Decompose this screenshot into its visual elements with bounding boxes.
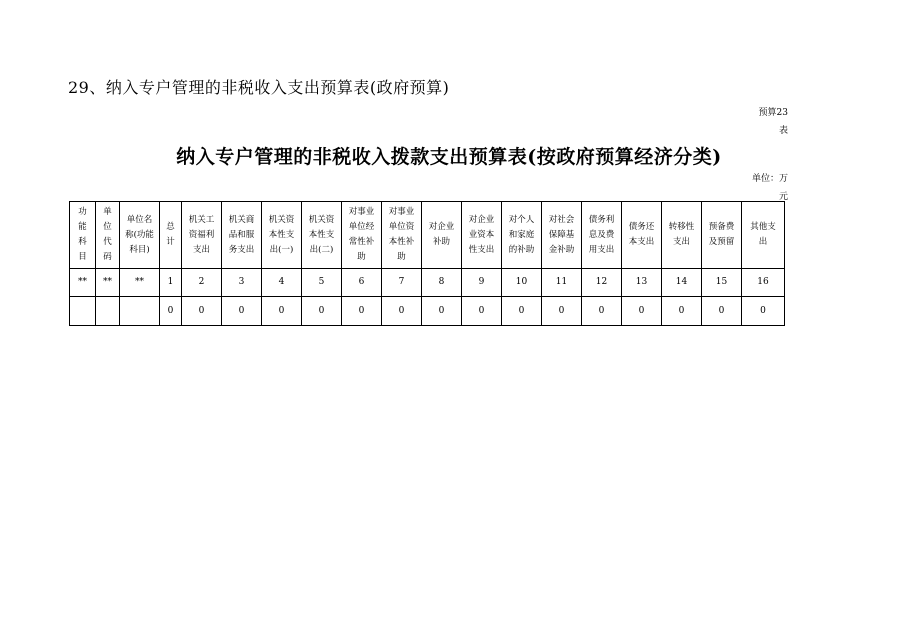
index-cell: 7 bbox=[382, 269, 422, 297]
unit-line2: 元 bbox=[778, 192, 788, 202]
index-cell: 13 bbox=[622, 269, 662, 297]
value-cell: 0 bbox=[160, 297, 182, 326]
value-cell: 0 bbox=[382, 297, 422, 326]
index-cell: 3 bbox=[222, 269, 262, 297]
index-cell: 4 bbox=[262, 269, 302, 297]
value-cell: 0 bbox=[542, 297, 582, 326]
value-cell: 0 bbox=[222, 297, 262, 326]
index-cell: 6 bbox=[342, 269, 382, 297]
value-row bbox=[70, 297, 785, 326]
index-cell: 14 bbox=[662, 269, 702, 297]
value-cell: 0 bbox=[182, 297, 222, 326]
header-cell: 机关资本性支出(二) bbox=[302, 202, 342, 269]
header-cell: 预备费及预留 bbox=[702, 202, 742, 269]
header-cell: 其他支出 bbox=[742, 202, 785, 269]
form-code-line1: 预算23 bbox=[758, 108, 788, 118]
value-cell: 0 bbox=[662, 297, 702, 326]
header-cell: 债务利息及费用支出 bbox=[582, 202, 622, 269]
header-cell: 对社会保障基金补助 bbox=[542, 202, 582, 269]
budget-table bbox=[69, 201, 785, 326]
value-cell: 0 bbox=[622, 297, 662, 326]
index-cell: ** bbox=[70, 269, 96, 297]
value-cell: 0 bbox=[422, 297, 462, 326]
header-cell: 机关资本性支出(一) bbox=[262, 202, 302, 269]
value-cell: 0 bbox=[742, 297, 785, 326]
index-cell: 8 bbox=[422, 269, 462, 297]
value-cell: 0 bbox=[342, 297, 382, 326]
value-cell bbox=[96, 297, 120, 326]
value-cell: 0 bbox=[302, 297, 342, 326]
header-cell: 债务还本支出 bbox=[622, 202, 662, 269]
header-cell: 对事业单位经常性补助 bbox=[342, 202, 382, 269]
unit-line1: 单位：万 bbox=[752, 174, 789, 184]
section-title: 29、纳入专户管理的非税收入支出预算表(政府预算) bbox=[68, 78, 450, 97]
header-cell: 对事业单位资本性补助 bbox=[382, 202, 422, 269]
header-cell: 对企业业资本性支出 bbox=[462, 202, 502, 269]
index-cell: 11 bbox=[542, 269, 582, 297]
header-cell: 机关商品和服务支出 bbox=[222, 202, 262, 269]
form-code bbox=[754, 104, 788, 140]
header-cell: 总计 bbox=[160, 202, 182, 269]
header-cell: 对企业补助 bbox=[422, 202, 462, 269]
value-cell bbox=[120, 297, 160, 326]
value-cell: 0 bbox=[702, 297, 742, 326]
index-cell: 1 bbox=[160, 269, 182, 297]
header-cell: 对个人和家庭的补助 bbox=[502, 202, 542, 269]
index-cell: 15 bbox=[702, 269, 742, 297]
header-cell: 功能科目 bbox=[70, 202, 96, 269]
value-cell: 0 bbox=[502, 297, 542, 326]
index-cell: 5 bbox=[302, 269, 342, 297]
index-cell: 16 bbox=[742, 269, 785, 297]
index-cell: ** bbox=[120, 269, 160, 297]
value-cell: 0 bbox=[262, 297, 302, 326]
value-cell: 0 bbox=[582, 297, 622, 326]
header-cell: 单位代码 bbox=[96, 202, 120, 269]
value-cell bbox=[70, 297, 96, 326]
index-cell: 12 bbox=[582, 269, 622, 297]
index-row bbox=[70, 269, 785, 297]
index-cell: 9 bbox=[462, 269, 502, 297]
header-row bbox=[70, 202, 785, 269]
form-code-line2: 表 bbox=[778, 126, 788, 136]
index-cell: 2 bbox=[182, 269, 222, 297]
table-title: 纳入专户管理的非税收入拨款支出预算表(按政府预算经济分类) bbox=[176, 146, 722, 168]
header-cell: 转移性支出 bbox=[662, 202, 702, 269]
header-cell: 机关工资福利支出 bbox=[182, 202, 222, 269]
value-cell: 0 bbox=[462, 297, 502, 326]
index-cell: ** bbox=[96, 269, 120, 297]
header-cell: 单位名称(功能科目) bbox=[120, 202, 160, 269]
index-cell: 10 bbox=[502, 269, 542, 297]
